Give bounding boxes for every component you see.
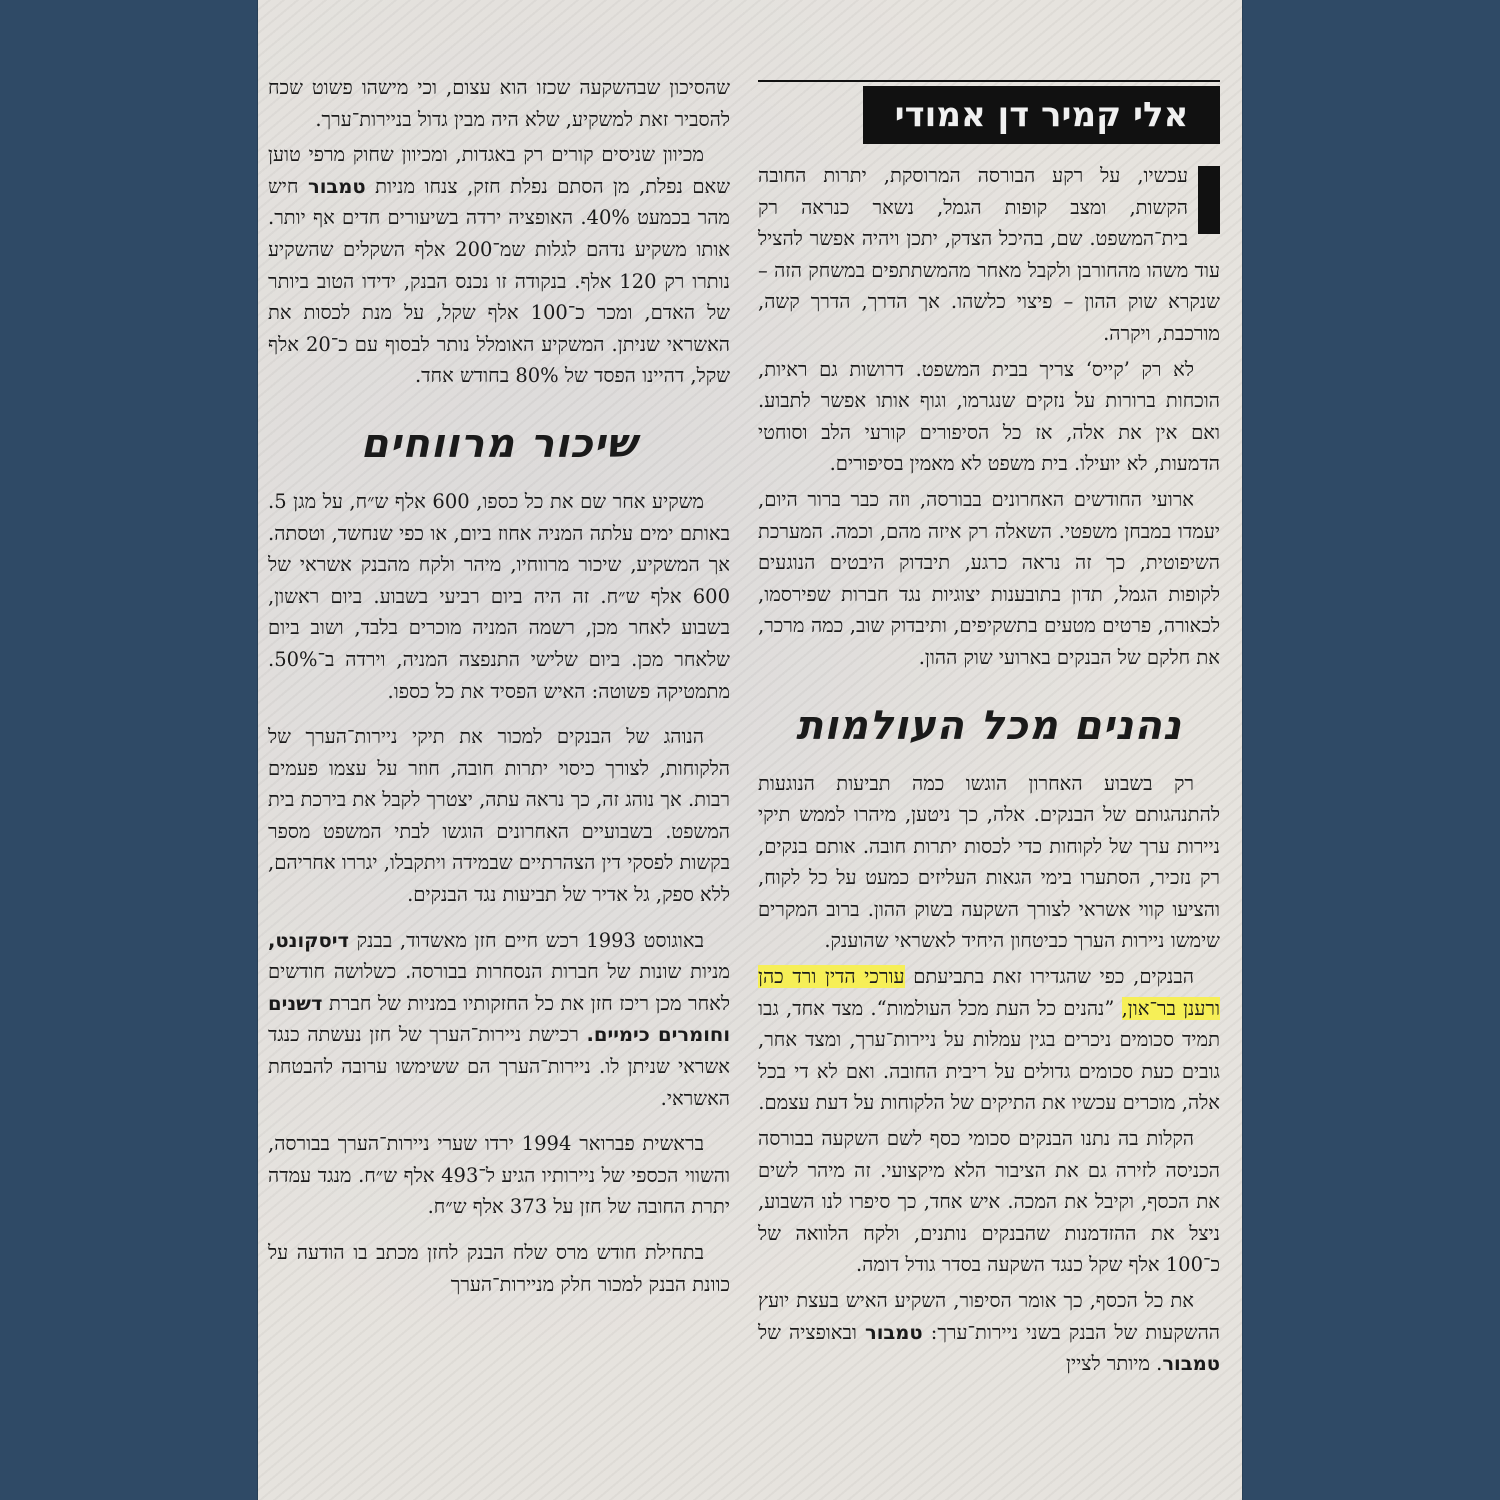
- paragraph: עכשיו, על רקע הבורסה המרוסקת, יתרות החובה הקשות, ומצב קופות הגמל, נשאר כנראה רק בית־המשפט. שם, בהיכל הצדק, יתכן ויהיה אפשר להציל עוד משהו מהחורבן ולקבל מאחר מהמשתתפים במשחק הזה – שנקרא שוק ההון – פיצוי כלשהו. אך הדרך, הדרך קשה, מורכבת, ויקרה.: [758, 164, 1220, 345]
- paragraph: רק בשבוע האחרון הוגשו כמה תביעות הנוגעות להתנהגותם של הבנקים. אלה, כך ניטען, מיהרו לממש תיקי ניירות ערך של לקוחות כדי לכסות יתרות חובה. אותם בנקים, רק נזכיר, הסתערו בימי הגאות העליזים כמעט על כל לקוח, והציעו קווי אשראי לצורך השקעה בשוק ההון. ברוב המקרים שימשו ניירות הערך כביטחון היחיד לאשראי שהוענק.: [758, 771, 1220, 953]
- paragraph: מכיוון שניסים קורים רק באגדות, ומכיוון שחוק מרפי טוען שאם נפלת, מן הסתם נפלת חזק, צנחו מניות טמבור חיש מהר בכמעט 40%. האופציה ירדה בשיעורים חדים אף יותר. אותו משקיע נדהם לגלות שמ־200 אלף השקלים שהשקיע נותרו רק 120 אלף. בנקודה זו נכנס הבנק, ידידו הטוב ביותר של האדם, ומכר כ־100 אלף שקל, על מנת לכסות את האשראי שניתן. המשקיע האומלל נותר לבסוף עם כ־20 אלף שקל, דהיינו הפסד של 80% בחודש אחד.: [268, 143, 730, 388]
- company-name: טמבור: [307, 174, 366, 198]
- company-name: טמבור: [1162, 1352, 1220, 1376]
- company-name: טמבור: [864, 1320, 923, 1344]
- paragraph: משקיע אחר שם את כל כספו, 600 אלף ש״ח, על מגן 5. באותם ימים עלתה המניה אחוז ביום, או כפי שנחשד, וטסתה. אך המשקיע, שיכור מרווחיו, מיהר ולקח מהבנק אשראי של 600 אלף ש״ח. זה היה ביום רביעי בשבוע. ביום ראשון, בשבוע לאחר מכן, רשמה המניה מוכרים בלבד, ושוב ביום שלאחר מכן. ביום שלישי התנפצה המניה, וירדה ב־50%. מתמטיקה פשוטה: האיש הפסיד את כל כספו.: [268, 489, 730, 703]
- byline-rule: [758, 80, 1220, 82]
- newspaper-clipping: [258, 0, 1242, 1500]
- paragraph: הקלות בה נתנו הבנקים סכומי כסף לשם השקעה בבורסה הכניסה לזירה גם את הציבור הלא מיקצועי. זה מיהר לשים את הכסף, וקיבל את המכה. איש אחד, כך סיפרו לנו השבוע, ניצל את ההזדמנות שהבנקים נותנים, ולקח הלוואה של כ־100 אלף שקל כנגד השקעה בסדר גודל דומה.: [758, 1127, 1220, 1277]
- paragraph: בתחילת חודש מרס שלח הבנק לחזן מכתב בו הודעה על כוונת הבנק למכור חלק מניירות־הערך: [268, 1241, 730, 1296]
- section-heading: שיכור מרווחים: [360, 420, 638, 467]
- company-name: דיסקונט,: [268, 928, 349, 952]
- paragraph: הבנקים, כפי שהגדירו זאת בתביעתם עורכי הדין ורד כהן ורענן בר־און, ”נהנים כל העת מכל העולמות“. מצד אחד, גבו תמיד סכומים ניכרים בגין עמלות על ניירות־ערך, ומצד אחר, גובים כעת סכומים גדולים על ריבית החובה. ואם לא די בכל אלה, מוכרים עכשיו את התיקים של הלקוחות על דעת עצמם.: [758, 965, 1220, 1115]
- paragraph: לא רק ’קייס‘ צריך בבית המשפט. דרושות גם ראיות, הוכחות ברורות על נזקים שנגרמו, וגוף אותו אפשר לתבוע. ואם אין את אלה, אז כל הסיפורים קורעי הלב וסוחטי הדמעות, לא יועילו. בית משפט לא מאמין בסיפורים.: [758, 357, 1220, 476]
- paragraph: באוגוסט 1993 רכש חיים חזן מאשדוד, בבנק דיסקונט, מניות שונות של חברות הנסחרות בבורסה. כשלושה חודשים לאחר מכן ריכז חזן את כל החזקותיו במניות של חברת דשנים וחומרים כימיים. רכישת ניירות־הערך של חזן נעשתה כנגד אשראי שניתן לו. ניירות־הערך הם ששימשו ערובה להבטחת האשראי.: [268, 928, 730, 1110]
- right-column: [758, 70, 1220, 1480]
- highlighted-text: עורכי הדין ורד כהן ורענן בר־און,: [758, 965, 1220, 1020]
- paragraph: בראשית פברואר 1994 ירדו שערי ניירות־הערך בבורסה, והשווי הכספי של ניירותיו הגיע ל־493 אלף ש״ח. מנגד עמדה יתרת החובה של חזן על 373 אלף ש״ח.: [268, 1132, 730, 1219]
- left-column: [268, 72, 730, 1482]
- paragraph: ארועי החודשים האחרונים בבורסה, וזה כבר ברור היום, יעמדו במבחן משפטי. השאלה רק איזה מהם, וכמה. המערכת השיפוטית, כך זה נראה כרגע, תיבדוק היבטים הנוגעים לקופות הגמל, תדון בתובענות יצוגיות נגד חברות שפירסמו, לכאורה, פרטים מטעים בתשקיפים, ותיבדוק שוב, כמה מרכר, את חלקם של הבנקים בארועי שוק ההון.: [758, 487, 1220, 669]
- byline-box: [758, 70, 1220, 156]
- company-name: דשנים וחומרים כימיים.: [268, 991, 730, 1047]
- dropcap-block: [1198, 166, 1220, 234]
- paragraph: הנוהג של הבנקים למכור את תיקי ניירות־הערך של הלקוחות, לצורך כיסוי יתרות חובה, חוזר על עצמו פעמים רבות. אך נוהג זה, כך נראה עתה, יצטרך לקבל את בירכת בית המשפט. בשבועיים האחרונים הוגשו לבתי המשפט מספר בקשות לפסקי דין הצהרתיים שבמידה ויתקבלו, יגררו אחריהם, ללא ספק, גל אדיר של תביעות נגד הבנקים.: [268, 725, 730, 907]
- section-heading: נהנים מכל העולמות: [795, 702, 1183, 749]
- byline: אלי קמיר דן אמודי: [863, 86, 1220, 144]
- paragraph: שהסיכון שבהשקעה שכזו הוא עצום, וכי מישהו פשוט שכח להסביר זאת למשקיע, שלא היה מבין גדול בניירות־ערך.: [268, 76, 730, 131]
- paragraph: את כל הכסף, כך אומר הסיפור, השקיע האיש בעצת יועץ ההשקעות של הבנק בשני ניירות־ערך: טמבור ובאופציה של טמבור. מיותר לציין: [758, 1289, 1220, 1376]
